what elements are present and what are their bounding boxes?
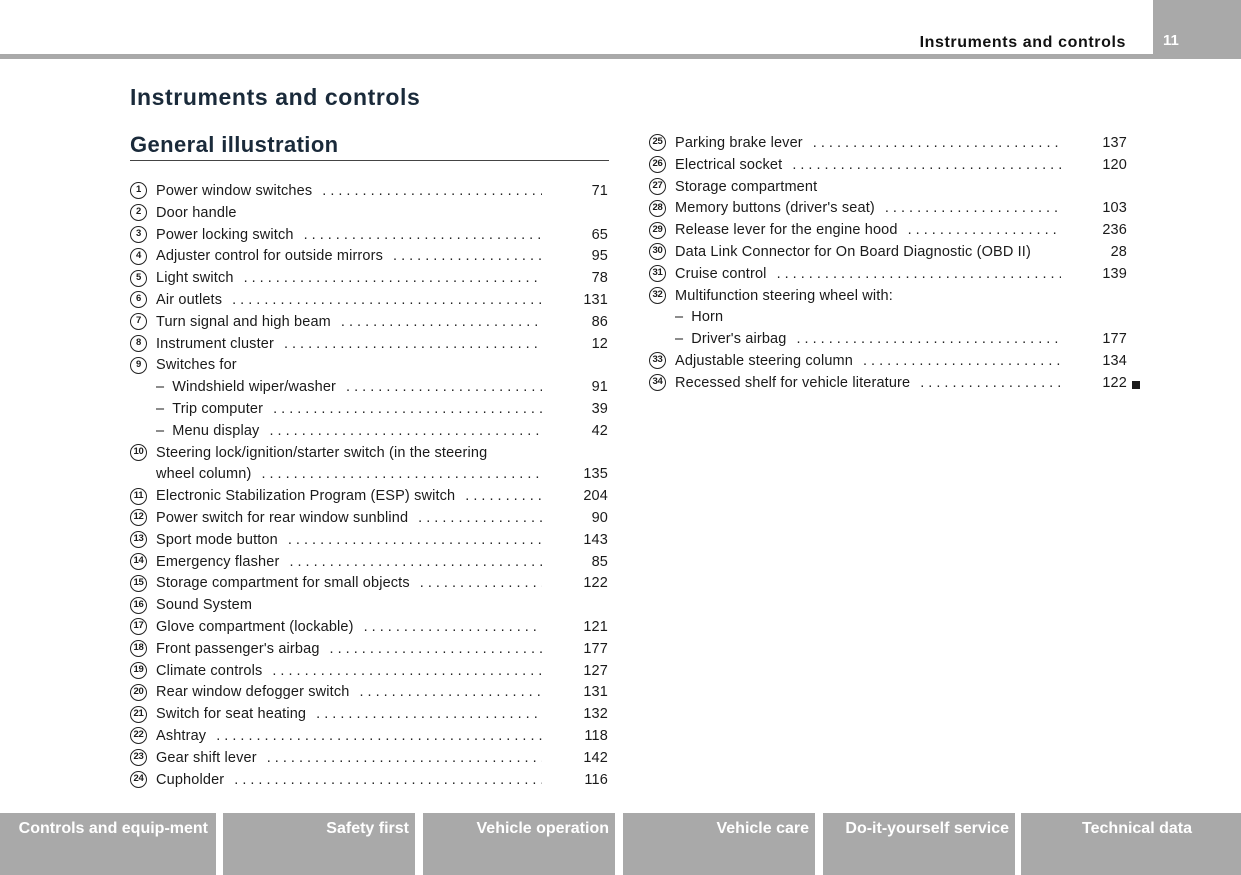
- item-row: [649, 133, 1127, 155]
- item-row: [130, 443, 608, 465]
- item-label: Cruise control: [675, 265, 767, 282]
- item-label: Power window switches: [156, 183, 313, 199]
- item-label: Ashtray: [156, 727, 207, 744]
- item-number-circle: 23: [130, 749, 147, 766]
- item-row: [130, 355, 608, 377]
- item-number-circle: 29: [649, 222, 666, 239]
- dot-leader: [364, 617, 542, 639]
- tab-vehicle-operation[interactable]: [423, 813, 615, 875]
- page-reference: 177: [1102, 331, 1127, 348]
- list-item: [130, 246, 608, 268]
- item-row: [130, 421, 608, 443]
- dot-leader: [269, 421, 542, 443]
- list-item: [649, 351, 1127, 373]
- dot-leader: [341, 312, 542, 334]
- tab-label: Technical data: [1082, 820, 1192, 837]
- item-row: [130, 573, 608, 595]
- list-item: [649, 198, 1127, 220]
- item-row: [649, 329, 1127, 351]
- page-reference: 39: [591, 400, 608, 417]
- item-number-circle: 34: [649, 374, 666, 391]
- dot-leader: [244, 268, 542, 290]
- tab-label: Safety first: [326, 820, 409, 837]
- item-row: [130, 552, 608, 574]
- tab-label: Vehicle operation: [476, 820, 609, 837]
- item-row: [130, 508, 608, 530]
- item-row: [649, 373, 1127, 395]
- item-row: [130, 617, 608, 639]
- page-reference: 127: [583, 662, 608, 679]
- dot-leader: [330, 639, 542, 661]
- item-label: Storage compartment for small objects: [156, 575, 410, 592]
- item-label: Data Link Connector for On Board Diagnostic (OBD II): [675, 243, 1031, 260]
- item-label: Horn: [691, 309, 724, 326]
- header-rule: [0, 54, 1241, 59]
- page-reference: 90: [591, 509, 608, 526]
- item-number-circle: 30: [649, 243, 666, 260]
- item-number-circle: 13: [130, 531, 147, 548]
- subsection-rule: [130, 160, 609, 161]
- list-item: [130, 203, 608, 225]
- list-item: [649, 242, 1127, 264]
- page-reference: 139: [1102, 265, 1127, 282]
- page-number: 11: [1163, 32, 1179, 49]
- item-row: [130, 203, 608, 225]
- item-label: Adjuster control for outside mirrors: [156, 248, 384, 265]
- item-number-circle: 20: [130, 684, 147, 701]
- item-label-continued: wheel column): [156, 466, 252, 483]
- item-row: [130, 661, 608, 683]
- item-label: Multifunction steering wheel with:: [675, 287, 893, 304]
- item-label: Switches for: [156, 357, 237, 374]
- dot-leader: [393, 246, 542, 268]
- item-number-circle: 3: [130, 226, 147, 243]
- item-label: Turn signal and high beam: [156, 313, 331, 330]
- list-item: [130, 486, 608, 508]
- item-number-circle: 5: [130, 270, 147, 287]
- item-label: Gear shift lever: [156, 749, 257, 766]
- item-row: [130, 225, 608, 247]
- item-number-circle: 1: [130, 182, 147, 199]
- dash-bullet: –: [156, 379, 165, 396]
- item-row: [649, 351, 1127, 373]
- item-number-circle: 15: [130, 575, 147, 592]
- item-number-circle: 31: [649, 265, 666, 282]
- list-item: [130, 748, 608, 770]
- item-label: Electronic Stabilization Program (ESP) switch: [156, 488, 456, 505]
- dot-leader: [346, 377, 542, 399]
- page-reference: 137: [1102, 135, 1127, 151]
- dash-bullet: –: [156, 400, 165, 417]
- item-row: [130, 704, 608, 726]
- dot-leader: [232, 290, 542, 312]
- item-label: Parking brake lever: [675, 135, 803, 151]
- dash-bullet: –: [156, 422, 165, 439]
- page-reference: 135: [583, 466, 608, 483]
- sub-item: [130, 399, 608, 421]
- tab-controls-and-equipment[interactable]: [0, 813, 216, 875]
- item-label: Sport mode button: [156, 531, 278, 548]
- item-number-circle: 2: [130, 204, 147, 221]
- list-item: [649, 177, 1127, 199]
- item-row: [130, 748, 608, 770]
- dot-leader: [288, 530, 542, 552]
- item-row: [130, 377, 608, 399]
- page-reference: 95: [591, 248, 608, 265]
- dot-leader: [777, 264, 1061, 286]
- tab-safety-first[interactable]: [223, 813, 415, 875]
- list-item: [649, 264, 1127, 286]
- item-label: Glove compartment (lockable): [156, 618, 354, 635]
- dot-leader: [863, 351, 1061, 373]
- item-label: Climate controls: [156, 662, 263, 679]
- item-number-circle: 7: [130, 313, 147, 330]
- subsection-title: General illustration: [130, 132, 339, 157]
- list-item: [130, 508, 608, 530]
- item-label: Rear window defogger switch: [156, 684, 350, 701]
- item-row: [649, 198, 1127, 220]
- item-number-circle: 6: [130, 291, 147, 308]
- list-item: [130, 290, 608, 312]
- list-item: [130, 355, 608, 377]
- item-label: Emergency flasher: [156, 553, 280, 570]
- tab-label: Vehicle care: [716, 820, 809, 837]
- dot-leader: [284, 334, 542, 356]
- item-row: [130, 726, 608, 748]
- list-item: [130, 661, 608, 683]
- dot-leader: [216, 726, 542, 748]
- dot-leader: [920, 373, 1061, 395]
- running-title: Instruments and controls: [919, 34, 1126, 51]
- list-item: [649, 373, 1127, 395]
- sub-item: [649, 307, 1127, 329]
- list-item: [130, 530, 608, 552]
- dot-leader: [465, 486, 542, 508]
- item-label: Trip computer: [172, 400, 264, 417]
- dot-leader: [885, 198, 1061, 220]
- dot-leader: [267, 748, 542, 770]
- item-label: Power switch for rear window sunblind: [156, 509, 409, 526]
- list-item: [649, 133, 1127, 155]
- item-label: Menu display: [172, 422, 260, 439]
- item-number-circle: 4: [130, 248, 147, 265]
- left-item-list: [130, 181, 608, 791]
- page-reference: 132: [583, 706, 608, 723]
- item-label: Cupholder: [156, 771, 225, 788]
- page-reference: 71: [591, 183, 608, 199]
- item-row: [130, 334, 608, 356]
- item-row: [130, 290, 608, 312]
- dot-leader: [792, 155, 1061, 177]
- page-reference: 103: [1102, 200, 1127, 217]
- dot-leader: [289, 552, 542, 574]
- item-number-circle: 27: [649, 178, 666, 195]
- item-label: Adjustable steering column: [675, 352, 853, 369]
- list-item: [130, 312, 608, 334]
- dot-leader: [322, 181, 542, 203]
- list-item: [130, 334, 608, 356]
- list-item: [130, 704, 608, 726]
- item-number-circle: 19: [130, 662, 147, 679]
- item-number-circle: 26: [649, 156, 666, 173]
- dash-bullet: –: [675, 309, 684, 326]
- page-reference: 121: [583, 618, 608, 635]
- dot-leader: [261, 464, 542, 486]
- page-reference: 28: [1110, 243, 1127, 260]
- dot-leader: [359, 682, 542, 704]
- page-reference: 120: [1102, 156, 1127, 173]
- item-row: [130, 639, 608, 661]
- list-item: [130, 617, 608, 639]
- tab-do-it-yourself-service[interactable]: [823, 813, 1015, 875]
- item-label: Instrument cluster: [156, 335, 274, 352]
- footer-navigation: [0, 813, 1241, 875]
- page-reference: 78: [591, 270, 608, 287]
- right-item-list: [649, 133, 1127, 395]
- item-label: Storage compartment: [675, 178, 818, 195]
- list-item: [649, 286, 1127, 308]
- item-number-circle: 32: [649, 287, 666, 304]
- item-number-circle: 21: [130, 706, 147, 723]
- item-row: [649, 242, 1127, 264]
- page-reference: 142: [583, 749, 608, 766]
- item-number-circle: 8: [130, 335, 147, 352]
- item-number-circle: 24: [130, 771, 147, 788]
- page-reference: 122: [1102, 374, 1127, 391]
- list-item: [130, 682, 608, 704]
- item-label: Light switch: [156, 270, 234, 287]
- sub-item: [130, 421, 608, 443]
- item-number-circle: 33: [649, 352, 666, 369]
- page-reference: 118: [584, 727, 608, 744]
- list-item: [130, 639, 608, 661]
- item-row: [649, 307, 1127, 329]
- list-item: [130, 268, 608, 290]
- tab-vehicle-care[interactable]: [623, 813, 815, 875]
- item-label: Air outlets: [156, 291, 223, 308]
- list-item: [649, 155, 1127, 177]
- item-number-circle: 9: [130, 357, 147, 374]
- item-label: Power locking switch: [156, 226, 294, 243]
- list-item: [130, 770, 608, 792]
- list-item: [130, 181, 608, 203]
- item-label: Recessed shelf for vehicle literature: [675, 374, 911, 391]
- dot-leader: [273, 399, 542, 421]
- item-number-circle: 14: [130, 553, 147, 570]
- page-reference: 42: [591, 422, 608, 439]
- item-row: [130, 595, 608, 617]
- dot-leader: [316, 704, 542, 726]
- page-number-tab: [1153, 0, 1241, 58]
- item-row: [649, 177, 1127, 199]
- tab-label: Do-it-yourself service: [845, 820, 1009, 837]
- dot-leader: [797, 329, 1062, 351]
- list-item: [130, 726, 608, 748]
- item-label: Release lever for the engine hood: [675, 222, 898, 239]
- item-row: [130, 486, 608, 508]
- list-item: [130, 595, 608, 617]
- item-label: Driver's airbag: [691, 331, 787, 348]
- section-title: Instruments and controls: [130, 84, 421, 110]
- item-row: [130, 268, 608, 290]
- item-label: Sound System: [156, 597, 253, 614]
- dot-leader: [272, 661, 542, 683]
- item-row: [130, 181, 608, 203]
- page-reference: 131: [583, 684, 608, 701]
- item-number-circle: 12: [130, 509, 147, 526]
- item-row: [649, 264, 1127, 286]
- item-row: [130, 682, 608, 704]
- item-label: Front passenger's airbag: [156, 640, 320, 657]
- page-reference: 12: [591, 335, 608, 352]
- item-row: [130, 530, 608, 552]
- sub-item: [130, 377, 608, 399]
- page-reference: 236: [1102, 222, 1127, 239]
- item-number-circle: 10: [130, 444, 147, 461]
- item-number-circle: 28: [649, 200, 666, 217]
- tab-technical-data[interactable]: [1021, 813, 1241, 875]
- item-label: Switch for seat heating: [156, 706, 307, 723]
- item-number-circle: 18: [130, 640, 147, 657]
- dot-leader: [304, 225, 542, 247]
- item-number-circle: 22: [130, 727, 147, 744]
- end-of-section-square: [1132, 381, 1140, 389]
- item-number-circle: 11: [130, 488, 147, 505]
- item-label: Door handle: [156, 204, 237, 221]
- page-reference: 85: [591, 553, 608, 570]
- item-label: Electrical socket: [675, 156, 783, 173]
- page-reference: 131: [583, 291, 608, 308]
- item-row-continued: [130, 464, 608, 486]
- item-number-circle: 16: [130, 597, 147, 614]
- list-item: [130, 552, 608, 574]
- tab-label: Controls and equip-ment: [18, 820, 208, 837]
- page-reference: 134: [1102, 352, 1127, 369]
- page-reference: 204: [583, 488, 608, 505]
- page-reference: 122: [583, 575, 608, 592]
- item-row: [130, 399, 608, 421]
- dot-leader: [234, 770, 542, 792]
- list-item: [649, 220, 1127, 242]
- item-row: [130, 312, 608, 334]
- dash-bullet: –: [675, 331, 684, 348]
- page-reference: 143: [583, 531, 608, 548]
- item-label: Windshield wiper/washer: [172, 379, 337, 396]
- item-row: [649, 286, 1127, 308]
- sub-item: [649, 329, 1127, 351]
- page-reference: 177: [583, 640, 608, 657]
- page-reference: 116: [584, 771, 608, 788]
- page-reference: 86: [591, 313, 608, 330]
- dot-leader: [813, 133, 1061, 155]
- dot-leader: [420, 573, 542, 595]
- item-number-circle: 25: [649, 134, 666, 151]
- item-row: [649, 155, 1127, 177]
- list-item: [130, 225, 608, 247]
- list-item: [130, 443, 608, 487]
- dot-leader: [908, 220, 1061, 242]
- dot-leader: [418, 508, 542, 530]
- item-row: [649, 220, 1127, 242]
- item-label: Steering lock/ignition/starter switch (in the steering: [156, 444, 488, 461]
- item-row: [130, 770, 608, 792]
- item-number-circle: 17: [130, 618, 147, 635]
- list-item: [130, 573, 608, 595]
- page-reference: 91: [591, 379, 608, 396]
- page-reference: 65: [591, 226, 608, 243]
- item-row: [130, 246, 608, 268]
- item-label: Memory buttons (driver's seat): [675, 200, 875, 217]
